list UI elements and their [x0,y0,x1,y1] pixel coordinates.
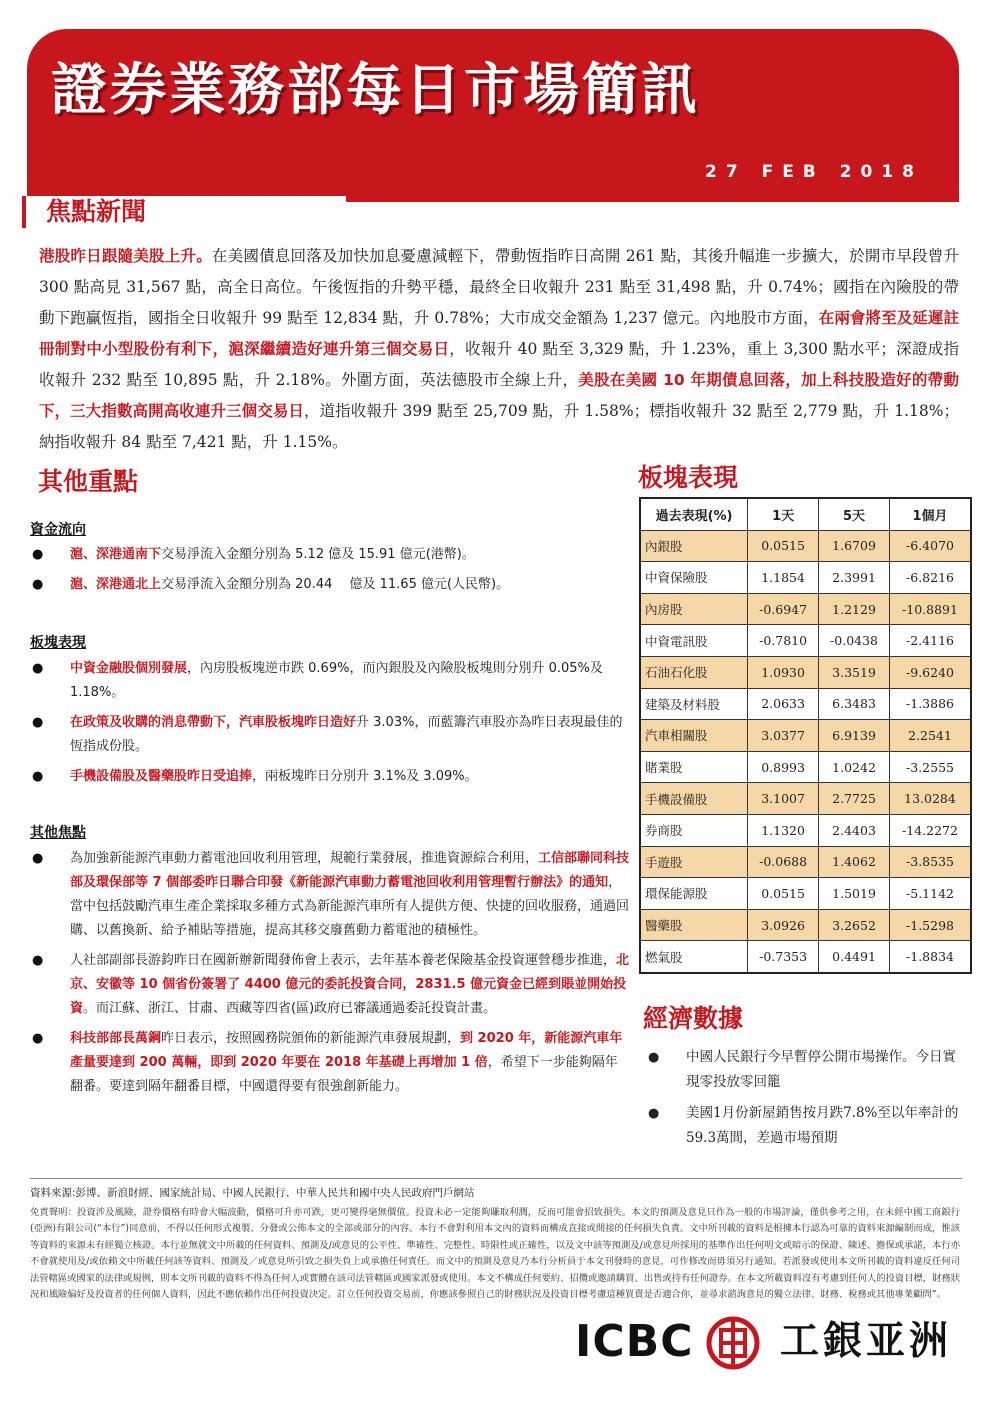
value-cell: -1.8834 [890,941,972,973]
logo-text-cn: 工銀亚洲 [780,1319,953,1364]
list-item [30,765,630,789]
list-item [30,949,630,1021]
highlight-text: 滬、深港通北上 [70,577,162,592]
value-cell: -3.2555 [890,751,972,783]
economic-data-title: 經濟數據 [643,1004,744,1033]
capital-flow-heading: 資金流向 [30,522,86,538]
value-cell: 3.2652 [819,909,890,941]
value-cell: -10.8891 [890,593,972,625]
value-cell: -1.3886 [890,688,972,720]
economic-data-list [648,1045,963,1157]
value-cell: 1.4062 [819,846,890,878]
icbc-mark-icon [705,1315,761,1371]
body-text: ，當中包括鼓勵汽車生產企業採取多種方式為新能源汽車所有人提供方便、快捷的回收服務，通過回購、以舊換新、給予補貼等措施，提高其移交廢舊動力蓄電池的積極性。 [70,875,630,938]
value-cell: -5.1142 [890,878,972,910]
sector-name-cell: 手機設備股 [640,783,748,815]
sector-performance-list [30,657,630,795]
highlight-text: 北京、安徽等 10 個省份簽署了 4400 億元的委託投資合同，2831.5 億元資金已經到賬並開始投資 [70,953,630,1016]
list-item [30,847,630,943]
value-cell: 13.0284 [890,783,972,815]
value-cell: -2.4116 [890,625,972,657]
sector-name-cell: 賭業股 [640,751,748,783]
table-row [640,530,971,562]
value-cell: 0.0515 [748,530,819,562]
sector-name-cell: 石油石化股 [640,656,748,688]
value-cell: 3.0377 [748,720,819,752]
value-cell: -6.8216 [890,562,972,594]
table-row [640,593,971,625]
sector-name-cell: 環保能源股 [640,878,748,910]
body-text: 人社部副部長游鈞昨日在國新辦新聞發佈會上表示，去年基本養老保險基金投資運營穩步推進， [70,953,617,968]
table-header-cell: 1天 [748,498,819,530]
body-text: ，收報升 40 點至 3,329 點，升 1.23%，重上 3,300 點水平；深證成指收報升 232 點至 10,895 點，升 2.18%。外圍方面，英法德股市全線上升， [39,340,959,389]
body-text: 。而江蘇、浙江、甘肅、西藏等四省(區)政府已審議通過委託投資計畫。 [83,1001,497,1016]
value-cell: 6.3483 [819,688,890,720]
value-cell: -6.4070 [890,530,972,562]
highlight-text: 在政策及收購的消息帶動下，汽車股板塊昨日造好 [70,715,357,730]
list-item: ● 美國1月份新屋銷售按月跌7.8%至以年率計的59.3萬間，差過市場預期 [648,1101,963,1151]
other-focus-list [30,847,630,1105]
table-row [640,941,971,973]
sector-name-cell: 手遊股 [640,846,748,878]
other-focus-heading: 其他焦點 [30,825,86,841]
sector-name-cell: 中資保險股 [640,562,748,594]
body-text: 在美國債息回落及加快加息憂慮減輕下，帶動恆指昨日高開 261 點，其後升幅進一步擴大，於開市早段曾升 300 點高見 31,567 點，高全日高位。午後恆指的升勢平穩，最終全日收報升 231 點至 31,498 點，升 0.74%；國指在內險股的帶動下跑贏恆指，國指全日收報升 99 點至 12,834 點，升 0.78%；大市成交金額為 1,237 億元。內地股市方面， [39,247,959,327]
value-cell: 1.2129 [819,593,890,625]
value-cell: 6.9139 [819,720,890,752]
table-row [640,846,971,878]
list-item: ● 中國人民銀行今早暫停公開市場操作。今日實現零投放零回籠 [648,1045,963,1095]
value-cell: 0.8993 [748,751,819,783]
highlight-text: 港股昨日跟隨美股上升。 [39,247,212,265]
sector-performance-table [639,497,972,974]
capital-flow-list [30,543,630,603]
table-header-cell: 過去表現(%) [640,498,748,530]
list-item [30,543,630,567]
data-source: 資料來源:彭博、新浪財經、國家統計局、中國人民銀行、中華人民共和國中央人民政府門戶網站 [30,1187,475,1199]
list-item [30,1027,630,1099]
value-cell: -0.0688 [748,846,819,878]
page-title: 證券業務部每日市場簡訊 [51,58,700,123]
highlight-text: 中資金融股個別發展 [70,661,188,676]
sector-performance-heading: 板塊表現 [30,635,86,651]
value-cell: -0.0438 [819,625,890,657]
table-row [640,656,971,688]
sector-name-cell: 券商股 [640,814,748,846]
value-cell: 2.7725 [819,783,890,815]
highlight-text: 美股在美國 10 年期債息回落，加上科技股造好的帶動下，三大指數高開高收連升三個交易日 [39,371,959,420]
value-cell: 0.4491 [819,941,890,973]
value-cell: 3.0926 [748,909,819,941]
focus-news-paragraph [39,241,959,458]
value-cell: -14.2272 [890,814,972,846]
body-text: 交易淨流入金額分別為 5.12 億及 15.91 億元(港幣)。 [161,547,475,562]
highlight-text: 手機設備股及醫藥股昨日受追捧 [70,769,253,784]
icbc-logo [575,1315,960,1369]
highlight-text: 工信部聯同科技部及環保部等 7 個部委昨日聯合印發《新能源汽車動力蓄電池回收利用管理暫行辦法》的通知 [70,851,630,890]
highlight-text: 科技部部長萬鋼 [70,1031,162,1046]
sector-name-cell: 建築及材料股 [640,688,748,720]
value-cell: 1.5019 [819,878,890,910]
value-cell: 1.0242 [819,751,890,783]
list-item [30,711,630,759]
sector-name-cell: 中資電訊股 [640,625,748,657]
focus-news-title: 焦點新聞 [22,196,346,228]
table-row [640,878,971,910]
sector-name-cell: 內房股 [640,593,748,625]
body-text: 交易淨流入金額分別為 20.44 億及 11.65 億元(人民幣)。 [161,577,510,592]
value-cell: 2.2541 [890,720,972,752]
value-cell: -1.5298 [890,909,972,941]
value-cell: 1.0930 [748,656,819,688]
value-cell: -0.6947 [748,593,819,625]
body-text: 為加強新能源汽車動力蓄電池回收利用管理，規範行業發展，推進資源綜合利用， [70,851,539,866]
table-row [640,625,971,657]
table-row [640,720,971,752]
value-cell: 1.6709 [819,530,890,562]
table-row [640,562,971,594]
other-highlights-title: 其他重點 [38,467,139,496]
value-cell: 0.0515 [748,878,819,910]
value-cell: 2.4403 [819,814,890,846]
highlight-text: 滬、深港通南下 [70,547,162,562]
body-text: ，兩板塊昨日分別升 3.1%及 3.09%。 [252,769,478,784]
logo-text-en: ICBC [575,1316,694,1367]
body-text: ，內房股板塊逆市跌 0.69%，而內銀股及內險股板塊則分別升 0.05%及 1.18%。 [70,661,603,700]
highlight-text: 在兩會將至及延遲註冊制對中小型股份有利下，滬深繼續造好連升第三個交易日 [39,309,959,358]
sector-name-cell: 內銀股 [640,530,748,562]
value-cell: -9.6240 [890,656,972,688]
value-cell: 1.1320 [748,814,819,846]
highlight-text: 到 2020 年，新能源汽車年產量要達到 200 萬輛，即到 2020 年要在 2018 年基礎上再增加 1 倍 [70,1031,623,1070]
table-header-cell: 5天 [819,498,890,530]
sector-name-cell: 燃氣股 [640,941,748,973]
sector-table-title: 板塊表現 [638,463,739,492]
report-date: 27 FEB 2018 [705,162,923,182]
table-row [640,909,971,941]
value-cell: 3.1007 [748,783,819,815]
value-cell: -0.7810 [748,625,819,657]
value-cell: -0.7353 [748,941,819,973]
body-text: 升 3.03%，而藍籌汽車股亦為昨日表現最佳的恆指成份股。 [70,715,623,754]
value-cell: 1.1854 [748,562,819,594]
value-cell: -3.8535 [890,846,972,878]
body-text: ，希望下一步能夠隔年翻番。要達到隔年翻番目標，中國還得要有很強創新能力。 [70,1055,618,1094]
footer-divider [30,1178,962,1179]
body-text: 昨日表示，按照國務院頒佈的新能源汽車發展規劃， [161,1031,461,1046]
value-cell: 2.0633 [748,688,819,720]
table-row [640,751,971,783]
list-item [30,573,630,597]
sector-name-cell: 汽車相關股 [640,720,748,752]
sector-name-cell: 醫藥股 [640,909,748,941]
header-banner [27,29,959,202]
table-row [640,783,971,815]
value-cell: 3.3519 [819,656,890,688]
disclaimer: 免責聲明：投資涉及風險，證券價格有時會大幅波動，價格可升亦可跌，更可變得毫無價值。投資未必一定能夠賺取利潤，反而可能會招致損失。本文的預測及意見只作為一般的市場評論，僅供參考之用，在未經中國工商銀行(亞洲)有限公司(“本行”)同意前，不得以任何形式複製、分發或公佈本文的全部或部分的內容。本行不會對利用本文內的資料而構成直接或間接的任何損失負責。文中所刊載的資料是根據本行認為可靠的資料來源編制而成，惟該等資料的來源未有經獨立核證。本行並無就文中所載的任何資料、預測及/或意見的公平性、準確性、完整性、時限性或正確性，以及文中該等預測及/或意見所採用的基準作出任何明文或暗示的保證、陳述、擔保或承諾，本行亦不會就使用及/或依賴文中所載任何該等資料、預測及／或意見所引致之損失負上或承擔任何責任。而文中的預測及意見乃本行分析員于本文刊發時的意見，可作修改而毋須另行通知。若派發或使用本文所刊載的資料違反任何司法管轄區或國家的法律或規例，則本文所刊載的資料不得為任何人或實體在該司法管轄區或國家派發或使用。本文不構成任何要約、招攬或邀請購買、出售或持有任何證券。在本文所載資料沒有考慮到任何人的投資目標，財務狀況和風險偏好及投資者的任何個人資料，因此不應依賴作出任何投資決定。訂立任何投資交易前，你應該參照自己的財務狀況及投資目標考慮這種買賣是否適合你，並尋求諮詢意見的獨立法律、財務、稅務或其他專業顧問”。 [30,1207,960,1301]
table-header-row [640,498,971,530]
body-text: ，道指收報升 399 點至 25,709 點，升 1.58%；標指收報升 32 點至 2,779 點，升 1.18%；納指收報升 84 點至 7,421 點，升 1.15%。 [39,402,959,451]
table-row [640,688,971,720]
table-header-cell: 1個月 [890,498,972,530]
table-row [640,814,971,846]
value-cell: 2.3991 [819,562,890,594]
list-item [30,657,630,705]
